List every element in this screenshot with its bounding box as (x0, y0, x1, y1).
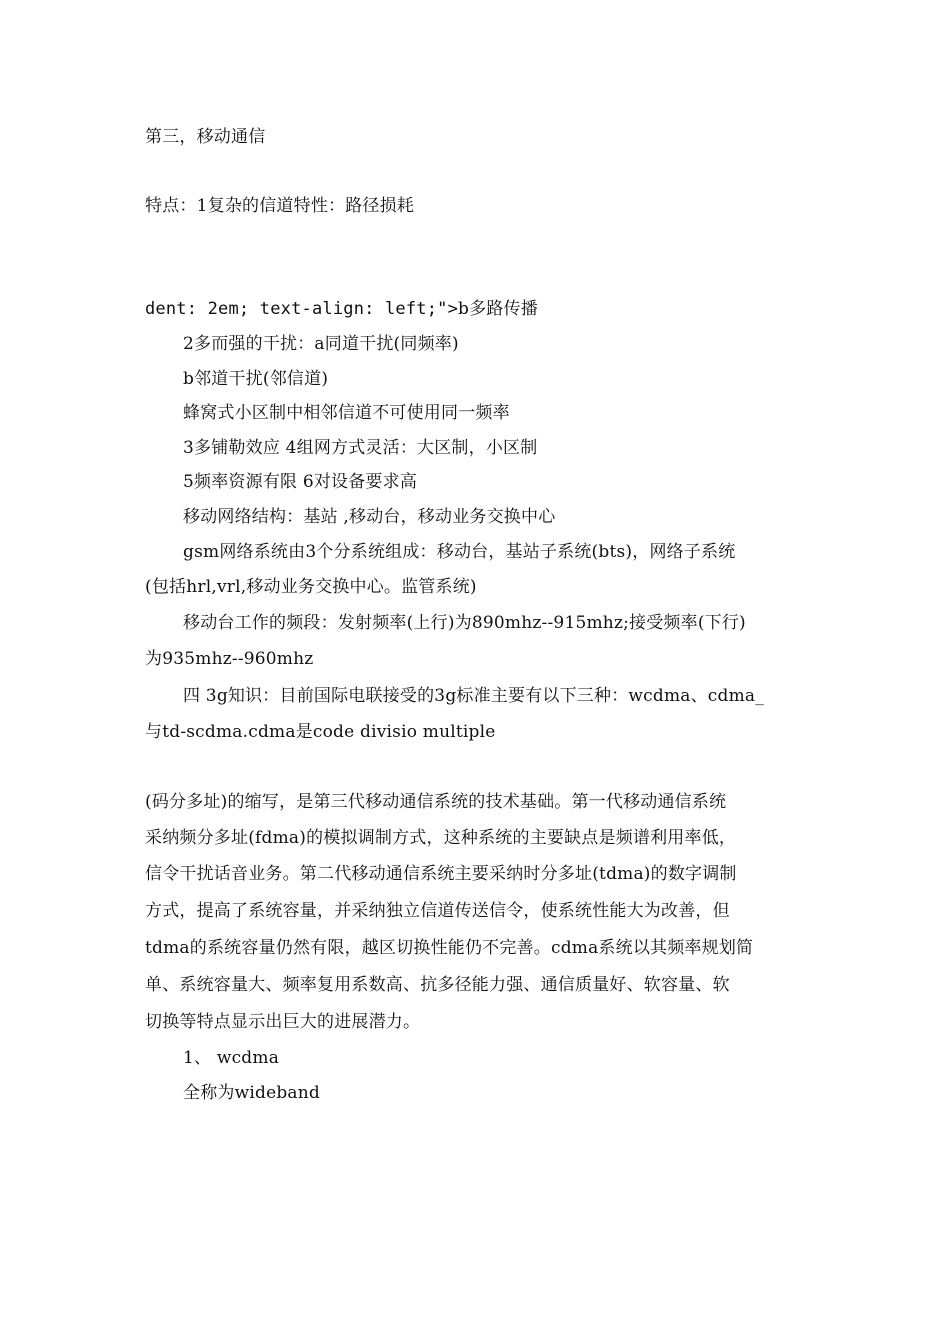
cdma-para-line-4: 方式，提高了系统容量，并采纳独立信道传送信令，使系统性能大为改善，但 (145, 901, 730, 921)
section-heading: 第三，移动通信 (145, 127, 266, 147)
cdma-para-line-1: (码分多址)的缩写，是第三代移动通信系统的技术基础。第一代移动通信系统 (145, 792, 727, 812)
cellular-line: 蜂窝式小区制中相邻信道不可使用同一频率 (183, 403, 510, 423)
frequency-resource-line: 5频率资源有限 6对设备要求高 (183, 472, 418, 492)
band-line-1: 移动台工作的频段：发射频率(上行)为890mhz--915mhz;接受频率(下行) (183, 613, 746, 633)
cdma-para-line-5: tdma的系统容量仍然有限，越区切换性能仍不完善。cdma系统以其频率规划简 (145, 938, 754, 958)
doppler-line: 3多铺勒效应 4组网方式灵活：大区制，小区制 (183, 438, 538, 458)
cdma-para-line-3: 信令干扰话音业务。第二代移动通信系统主要采纳时分多址(tdma)的数字调制 (145, 864, 737, 884)
wcdma-item: 1、 wcdma (183, 1048, 280, 1068)
gsm-line-2: (包括hrl,vrl,移动业务交换中心。监管系统) (145, 577, 477, 597)
cdma-para-line-6: 单、系统容量大、频率复用系数高、抗多径能力强、通信质量好、软容量、软 (145, 975, 730, 995)
stray-code-line (145, 297, 810, 321)
interference-line: 2多而强的干扰：a同道干扰(同频率) (183, 334, 459, 354)
3g-line-2: 与td-scdma.cdma是code divisio multiple (145, 722, 496, 742)
adjacent-channel-line: b邻道干扰(邻信道) (183, 369, 329, 389)
gsm-line-1: gsm网络系统由3个分系统组成：移动台，基站子系统(bts)，网络子系统 (183, 542, 736, 562)
network-structure-line: 移动网络结构：基站 ,移动台，移动业务交换中心 (183, 507, 556, 527)
stray-code-text: dent: 2em; text-align: left;"> (145, 299, 459, 319)
cdma-para-line-7: 切换等特点显示出巨大的进展潜力。 (145, 1012, 421, 1032)
features-line: 特点：1复杂的信道特性：路径损耗 (145, 196, 415, 216)
stray-code-suffix: b多路传播 (458, 299, 538, 319)
cdma-para-line-2: 采纳频分多址(fdma)的模拟调制方式，这种系统的主要缺点是频谱利用率低， (145, 828, 737, 848)
3g-line-1: 四 3g知识：目前国际电联接受的3g标准主要有以下三种：wcdma、cdma_ (183, 686, 764, 706)
wcdma-fullname: 全称为wideband (183, 1083, 320, 1103)
band-line-2: 为935mhz--960mhz (145, 649, 314, 669)
